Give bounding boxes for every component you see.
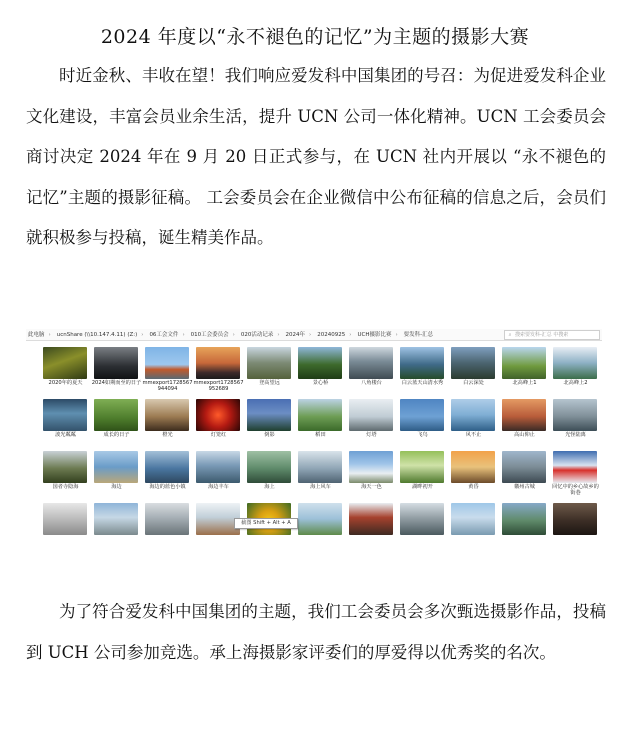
file-name: 橙光: [162, 432, 173, 438]
file-tile: [448, 347, 499, 399]
photo-thumbnail: [553, 503, 597, 535]
photo-thumbnail: [400, 451, 444, 483]
file-name: 成长的日子: [103, 432, 130, 438]
photo-thumbnail: [247, 399, 291, 431]
file-tile: [499, 399, 550, 451]
file-name: 回忆中的乡心故乡的街巷: [552, 484, 599, 496]
photo-thumbnail: [451, 503, 495, 535]
file-name: 光怪陆离: [565, 432, 586, 438]
file-tile: [499, 347, 550, 399]
file-name: 波光粼粼: [55, 432, 76, 438]
file-tile: [91, 503, 142, 555]
photo-thumbnail: [502, 503, 546, 535]
photo-thumbnail: [553, 347, 597, 379]
page-title: 2024 年度以“永不褪色的记忆”为主题的摄影大赛: [100, 26, 530, 48]
file-tile: [193, 451, 244, 503]
breadcrumb-item: 2024年 ›: [286, 332, 312, 338]
photo-thumbnail: [553, 451, 597, 483]
breadcrumb-item: ucnShare (\\10.147.4.11) (Z:) ›: [57, 332, 144, 338]
file-tile: [244, 347, 295, 399]
photo-thumbnail: [43, 503, 87, 535]
file-name: 2020年的夏天: [48, 380, 83, 386]
photo-thumbnail: [145, 503, 189, 535]
file-tile: [40, 503, 91, 555]
file-tile: [142, 347, 193, 399]
photo-thumbnail: [451, 451, 495, 483]
file-explorer-screenshot: [26, 329, 602, 571]
file-tile: [193, 503, 244, 555]
file-tile: [295, 399, 346, 451]
file-tile: [40, 347, 91, 399]
file-name: 海边的蓝色小镇: [149, 484, 186, 490]
file-name: 北高峰上2: [563, 380, 588, 386]
file-name: 北高峰上1: [512, 380, 537, 386]
file-name: 八角楼台: [361, 380, 382, 386]
file-tile: [40, 399, 91, 451]
file-tile: [550, 399, 601, 451]
file-tile: [346, 503, 397, 555]
search-input: [504, 330, 600, 340]
file-tile: [448, 451, 499, 503]
photo-thumbnail: [247, 451, 291, 483]
file-name: 海边: [111, 484, 122, 490]
photo-thumbnail: [349, 399, 393, 431]
file-tile: [295, 451, 346, 503]
file-tile: [295, 347, 346, 399]
file-name: 2024如期而至的日子: [91, 380, 142, 386]
file-tile: [346, 399, 397, 451]
photo-thumbnail: [94, 503, 138, 535]
photo-thumbnail: [145, 451, 189, 483]
file-tile: [244, 399, 295, 451]
address-bar: [26, 329, 602, 341]
photo-thumbnail: [298, 503, 342, 535]
file-tile: [448, 399, 499, 451]
file-tile: [550, 347, 601, 399]
file-tile: [40, 451, 91, 503]
breadcrumb-item: 此电脑 ›: [28, 332, 51, 338]
photo-thumbnail: [43, 347, 87, 379]
breadcrumb: [28, 330, 498, 338]
photo-thumbnail: [349, 347, 393, 379]
file-tile: [550, 503, 601, 555]
file-name: 景心桥: [312, 380, 329, 386]
search-placeholder: 搜索要发科-汇总 中搜索: [515, 332, 569, 338]
screenshot-tooltip: 截图 Shift + Alt + A: [234, 518, 298, 529]
photo-thumbnail: [196, 451, 240, 483]
file-name: 白云蓝天山清水秀: [401, 380, 444, 386]
photo-thumbnail: [349, 503, 393, 535]
file-name: 湖畔初开: [412, 484, 433, 490]
file-tile: [397, 399, 448, 451]
file-name: 登高望远: [259, 380, 280, 386]
photo-thumbnail: [502, 451, 546, 483]
file-tile: [193, 347, 244, 399]
photo-thumbnail: [43, 451, 87, 483]
closing-paragraph: 为了符合爱发科中国集团的主题，我们工会委员会多次甄选摄影作品，投稿到 UCH 公司参加竞选。承上海摄影家评委们的厚爱得以优秀奖的名次。: [26, 602, 606, 662]
file-name: 飞鸟: [417, 432, 428, 438]
breadcrumb-item: 06工会文件 ›: [149, 332, 184, 338]
photo-thumbnail: [553, 399, 597, 431]
photo-thumbnail: [94, 347, 138, 379]
breadcrumb-item: 20240925 ›: [317, 332, 351, 338]
photo-thumbnail: [247, 347, 291, 379]
breadcrumb-item: 020活动记录 ›: [241, 332, 280, 338]
file-name: 徽州古城: [514, 484, 535, 490]
file-tile: [244, 451, 295, 503]
file-tile: [397, 503, 448, 555]
file-tile: [142, 399, 193, 451]
file-name: 国者寺隐海: [52, 484, 79, 490]
photo-thumbnail: [400, 399, 444, 431]
photo-thumbnail: [298, 451, 342, 483]
file-name: 高山仰止: [514, 432, 535, 438]
file-tile: [448, 503, 499, 555]
file-tile: [91, 399, 142, 451]
file-name: 黄昏: [468, 484, 479, 490]
file-name: 稻田: [315, 432, 326, 438]
file-tile: [499, 503, 550, 555]
file-tile: [397, 347, 448, 399]
photo-thumbnail: [349, 451, 393, 483]
file-tile: [193, 399, 244, 451]
file-name: 灯塔: [366, 432, 377, 438]
file-name: 倒影: [264, 432, 275, 438]
photo-thumbnail: [400, 503, 444, 535]
photo-thumbnail: [502, 347, 546, 379]
file-name: 海上: [264, 484, 275, 490]
file-tile: [346, 451, 397, 503]
file-tile: [397, 451, 448, 503]
photo-thumbnail: [400, 347, 444, 379]
photo-thumbnail: [451, 347, 495, 379]
file-name: 白云深处: [463, 380, 484, 386]
file-grid: [40, 347, 602, 555]
photo-thumbnail: [94, 399, 138, 431]
file-name: 海上风车: [310, 484, 331, 490]
photo-thumbnail: [145, 399, 189, 431]
photo-thumbnail: [94, 451, 138, 483]
photo-thumbnail: [502, 399, 546, 431]
file-tile: [550, 451, 601, 503]
file-tile: [142, 451, 193, 503]
photo-thumbnail: [43, 399, 87, 431]
file-name: 灯笼红: [210, 432, 227, 438]
file-tile: [295, 503, 346, 555]
file-tile: [142, 503, 193, 555]
photo-thumbnail: [298, 347, 342, 379]
breadcrumb-item: 要发科-汇总: [403, 332, 434, 338]
breadcrumb-item: UCH摄影比赛 ›: [357, 332, 397, 338]
file-name: 海边丰车: [208, 484, 229, 490]
photo-thumbnail: [451, 399, 495, 431]
file-tile: [244, 503, 295, 555]
file-tile: [499, 451, 550, 503]
file-name: 海天一色: [361, 484, 382, 490]
photo-thumbnail: [196, 347, 240, 379]
file-name: mmexport1728567944094: [142, 380, 193, 392]
photo-thumbnail: [196, 399, 240, 431]
breadcrumb-item: 010工会委员会 ›: [191, 332, 235, 338]
file-name: 风不止: [465, 432, 482, 438]
intro-paragraph: 时近金秋、丰收在望！我们响应爱发科中国集团的号召：为促进爱发科企业文化建设，丰富会员业余生活，提升 UCN 公司一体化精神。UCN 工会委员会商讨决定 2024 年在 9 月 20 日正式参与，在 UCN 社内开展以 “永不褪色的记忆”主题的摄影征稿。 工会委员会在企业微信中公布征稿的信息之后，会员们就积极参与投稿，诞生精美作品。: [26, 66, 606, 247]
search-icon: ⌕: [508, 332, 512, 338]
file-tile: [346, 347, 397, 399]
file-tile: [91, 347, 142, 399]
photo-thumbnail: [145, 347, 189, 379]
file-name: mmexport1728567952689: [193, 380, 244, 392]
file-tile: [91, 451, 142, 503]
photo-thumbnail: [298, 399, 342, 431]
